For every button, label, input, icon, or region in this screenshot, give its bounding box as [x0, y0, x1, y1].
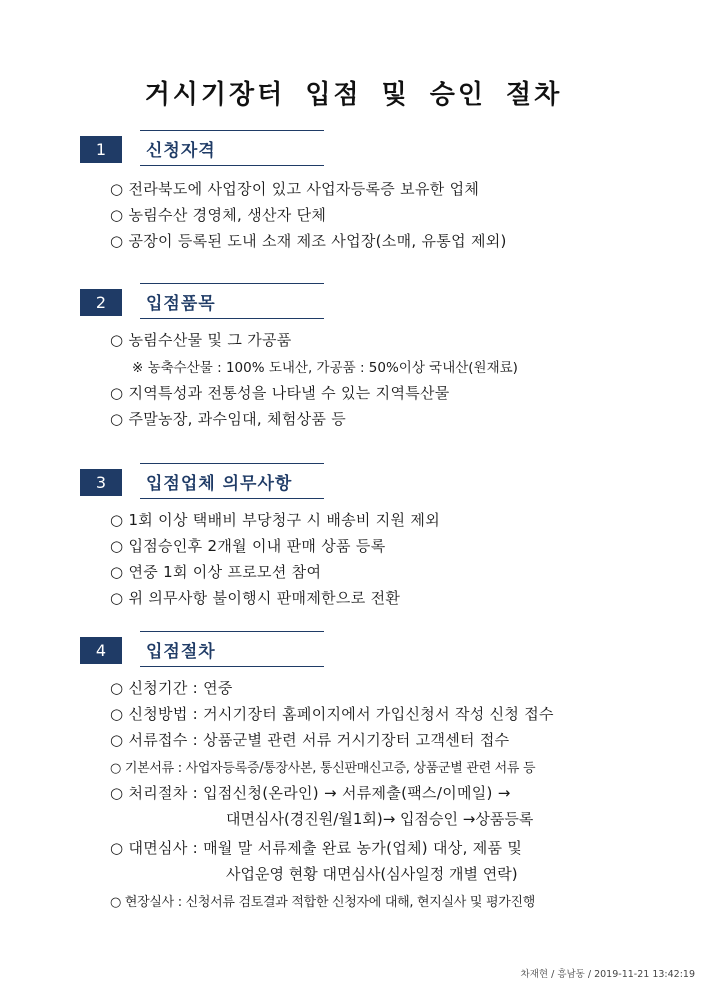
- list-item: ○ 대면심사 : 매월 말 서류제출 완료 농가(업체) 대상, 제품 및: [110, 839, 523, 857]
- list-item: ○ 연중 1회 이상 프로모션 참여: [110, 563, 322, 581]
- section-title: 입점업체 의무사항: [140, 463, 324, 499]
- list-item: ○ 신청방법 : 거시기장터 홈페이지에서 가입신청서 작성 신청 접수: [110, 705, 554, 723]
- section-header: [80, 631, 680, 669]
- section-header: [80, 130, 680, 168]
- list-item: ○ 기본서류 : 사업자등록증/통장사본, 통신판매신고증, 상품군별 관련 서류 등: [110, 761, 536, 776]
- list-item: ○ 처리절차 : 입점신청(온라인) → 서류제출(팩스/이메일) →: [110, 784, 511, 802]
- section-number: 2: [80, 289, 122, 316]
- list-item: ○ 1회 이상 택배비 부당청구 시 배송비 지원 제외: [110, 511, 440, 529]
- list-item: ○ 농림수산 경영체, 생산자 단체: [110, 206, 327, 224]
- section-header: [80, 463, 680, 501]
- section-procedure: [80, 631, 680, 910]
- list-item: ○ 신청기간 : 연중: [110, 679, 233, 697]
- section-obligations: [80, 463, 680, 607]
- section-title: 입점품목: [140, 283, 324, 319]
- continuation-text: 사업운영 현황 대면심사(심사일정 개별 연락): [226, 865, 518, 883]
- section-products: [80, 283, 680, 428]
- list-item: ○ 현장실사 : 신청서류 검토결과 적합한 신청자에 대해, 현지실사 및 평가진행: [110, 895, 536, 910]
- note-text: ※ 농축수산물 : 100% 도내산, 가공품 : 50%이상 국내산(원재료): [132, 360, 518, 376]
- section-header: [80, 283, 680, 321]
- continuation-text: 대면심사(경진원/월1회)→ 입점승인 →상품등록: [226, 810, 534, 828]
- list-item: ○ 지역특성과 전통성을 나타낼 수 있는 지역특산물: [110, 384, 450, 402]
- list-item: ○ 전라북도에 사업장이 있고 사업자등록증 보유한 업체: [110, 180, 480, 198]
- list-item: ○ 위 의무사항 불이행시 판매제한으로 전환: [110, 589, 401, 607]
- section-number: 1: [80, 136, 122, 163]
- section-title: 입점절차: [140, 631, 324, 667]
- page-title: 거시기장터 입점 및 승인 절차: [144, 80, 563, 110]
- list-item: ○ 농림수산물 및 그 가공품: [110, 331, 292, 349]
- list-item: ○ 서류접수 : 상품군별 관련 서류 거시기장터 고객센터 접수: [110, 731, 510, 749]
- print-stamp: 차재현 / 흥남동 / 2019-11-21 13:42:19: [520, 969, 695, 980]
- section-number: 4: [80, 637, 122, 664]
- section-number: 3: [80, 469, 122, 496]
- section-title: 신청자격: [140, 130, 324, 166]
- list-item: ○ 주말농장, 과수임대, 체험상품 등: [110, 410, 347, 428]
- list-item: ○ 입점승인후 2개월 이내 판매 상품 등록: [110, 537, 386, 555]
- section-eligibility: [80, 130, 680, 250]
- list-item: ○ 공장이 등록된 도내 소재 제조 사업장(소매, 유통업 제외): [110, 232, 507, 250]
